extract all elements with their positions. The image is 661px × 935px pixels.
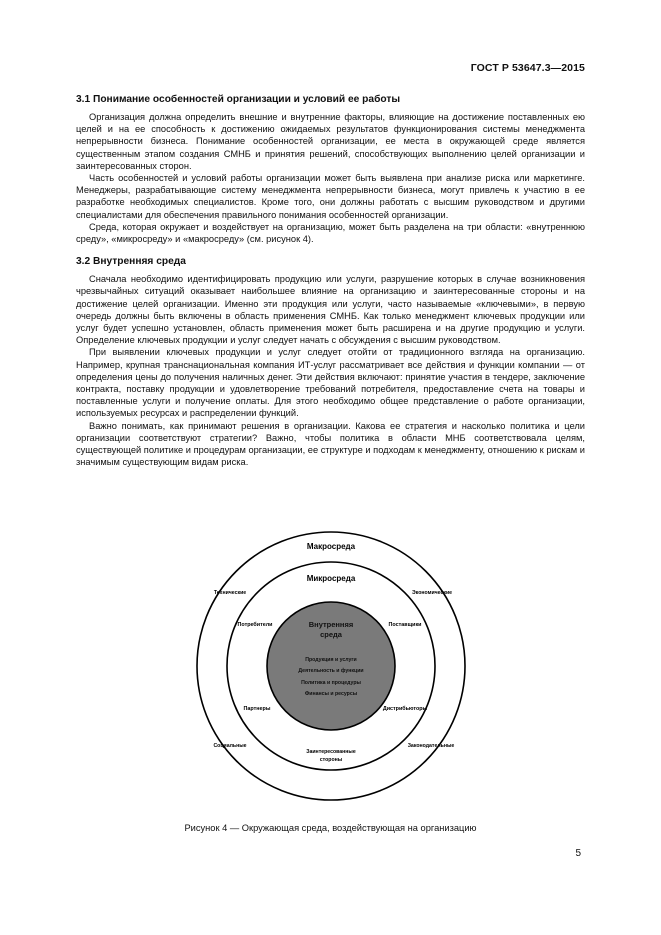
micro-item-consumers: Потребители bbox=[237, 622, 273, 628]
micro-item-stakeholders: стороны bbox=[319, 757, 343, 763]
paragraph: При выявлении ключевых продукции и услуг следует отойти от традиционного взгляда на организацию. Например, крупная транснациональная компания ИТ-услуг рассматривает все действия и функции компании — от определения цены до получения наличных денег. Эти действия включают: принятие участия в тендере, заключение контракта, поставку продукции и удовлетворение требований потребителя, предоставление счета на товары и поставленные услуги и получение оплаты. Для этого необходимо общее представление о работе организации, используемых ресурсах и распределении функций. bbox=[76, 347, 585, 419]
internal-label: среда bbox=[320, 630, 342, 639]
paragraph: Организация должна определить внешние и внутренние факторы, влияющие на достижение поставленных ею целей и на ее способность к достижению ожидаемых результатов функционирования системы менеджмента непрерывности бизнеса. Понимание особенностей организации, ее места в окружающей среде является существенным этапом создания СМНБ и принятия решений, способствующих выполнению целей организации и заинтересованных сторон. bbox=[76, 112, 585, 171]
paragraph: Важно понимать, как принимают решения в организации. Какова ее стратегия и насколько политика и цели организации соответствуют стратегии? Важно, чтобы политика в области МНБ соответствовала целям, существующей политике и процедурам организации, ее структуре и подходам к менеджменту, отношению к рискам и значимым существующим видам риска. bbox=[76, 420, 585, 468]
micro-item-partners: Партнеры bbox=[243, 706, 271, 712]
figure-caption: Рисунок 4 — Окружающая среда, воздействующая на организацию bbox=[184, 823, 477, 833]
paragraph: Среда, которая окружает и воздействует на организацию, может быть разделена на три области: «внутреннюю среду», «микросреду» и «макросреду» (см. рисунок 4). bbox=[76, 221, 585, 245]
macro-item-technical: Технические bbox=[213, 590, 247, 596]
section-heading-3-1: 3.1 Понимание особенностей организации и условий ее работы bbox=[76, 94, 401, 105]
macro-item-economic: Экономические bbox=[411, 590, 453, 596]
micro-item-suppliers: Поставщики bbox=[388, 622, 422, 628]
internal-item: Продукция и услуги bbox=[305, 657, 357, 663]
paragraph: Часть особенностей и условий работы организации может быть выявлена при анализе риска или маркетинге. Менеджеры, разрабатывающие систему менеджмента непрерывности бизнеса, могут привлечь к участию в ее разработке необходимых специалистов. Кроме того, они должны работать с высшим руководством и другими специалистами для обеспечения правильного понимания особенностей организации. bbox=[76, 173, 585, 220]
environment-diagram bbox=[195, 530, 467, 802]
internal-item: Деятельность и функции bbox=[298, 668, 364, 674]
micro-item-distributors: Дистрибьюторы bbox=[382, 706, 428, 712]
document-id: ГОСТ Р 53647.3—2015 bbox=[470, 62, 585, 74]
micro-item-stakeholders: Заинтересованные bbox=[306, 749, 356, 755]
macro-item-social: Социальные bbox=[213, 743, 247, 749]
internal-item: Финансы и ресурсы bbox=[304, 691, 358, 697]
macro-label: Макросреда bbox=[306, 542, 356, 551]
micro-label: Микросреда bbox=[306, 574, 356, 583]
macro-item-legal: Законодательные bbox=[407, 743, 455, 749]
internal-label: Внутренняя bbox=[308, 620, 354, 629]
main-content bbox=[76, 90, 585, 468]
internal-item: Политика и процедуры bbox=[301, 680, 361, 686]
page-number: 5 bbox=[575, 848, 581, 859]
paragraph: Сначала необходимо идентифицировать продукцию или услуги, разрушение которых в случае возникновения чрезвычайных ситуаций оказывает наибольшее влияние на организацию и заинтересованные стороны и на достижение целей организации. Именно эти продукция или услуги, часто называемые «ключевыми», в первую очередь должны быть включены в область применения СМНБ. Как только менеджмент ключевых продукции или услуг будет успешно установлен, область применения может быть расширена и на другие продукцию и услуги. Определение ключевых продукции и услуг следует начать с обсуждения с высшим руководством. bbox=[76, 274, 585, 346]
section-heading-3-2: 3.2 Внутренняя среда bbox=[76, 256, 186, 268]
